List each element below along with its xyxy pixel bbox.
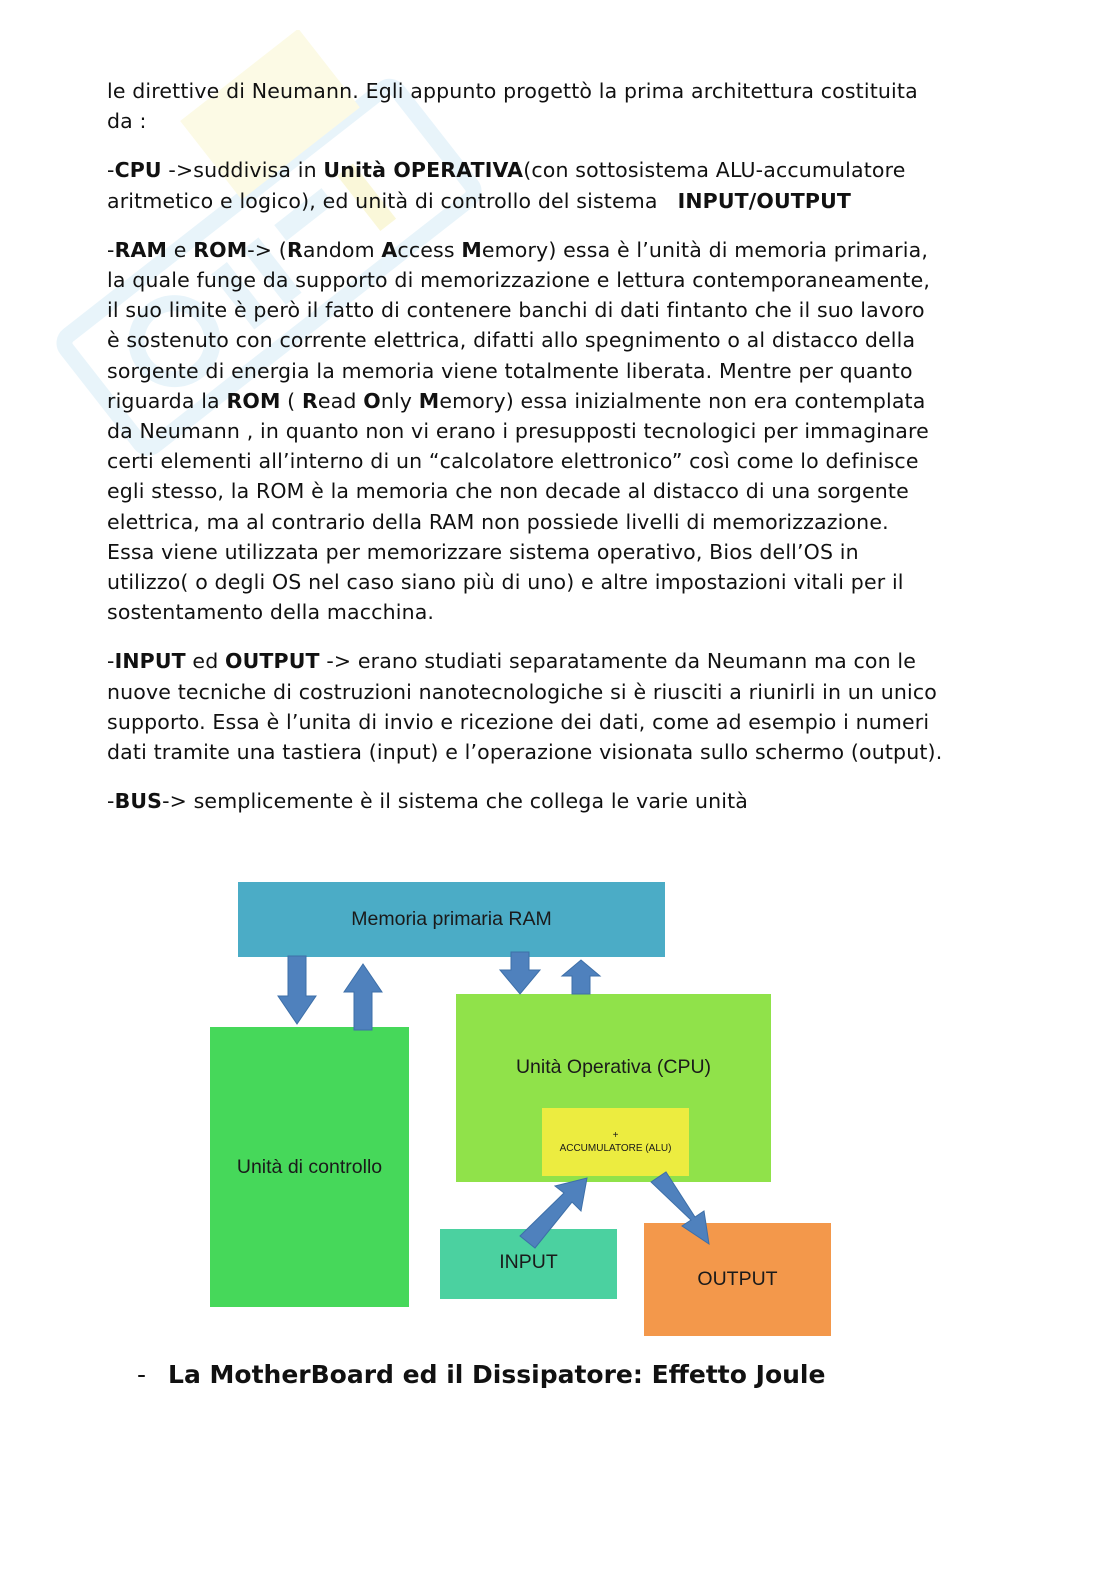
- text-line: nuove tecniche di costruzioni nanotecnologiche si è riusciti a riunirli in un unico: [107, 679, 937, 704]
- text-line: egli stesso, la ROM è la memoria che non decade al distacco di una sorgente: [107, 479, 909, 504]
- input-box: INPUT: [440, 1229, 617, 1299]
- term-cpu: CPU: [114, 158, 162, 183]
- arrow-diagonal-down-icon: [651, 1172, 709, 1244]
- text-line: dati tramite una tastiera (input) e l’operazione visionata sullo schermo (output).: [107, 740, 943, 765]
- term-bus: BUS: [114, 789, 163, 814]
- term-output: OUTPUT: [225, 649, 320, 674]
- term-ram: RAM: [114, 237, 168, 262]
- text-line: la quale funge da supporto di memorizzazione e lettura contemporaneamente,: [107, 268, 931, 293]
- text-line: riguarda la ROM ( Read Only Memory) essa inizialmente non era contemplata: [107, 388, 926, 413]
- text-line: -CPU ->suddivisa in Unità OPERATIVA(con sottosistema ALU-accumulatore: [107, 158, 906, 183]
- text-line: Essa viene utilizzata per memorizzare sistema operativo, Bios dell’OS in: [107, 539, 859, 564]
- text-line: le direttive di Neumann. Egli appunto progettò la prima architettura costituita: [107, 79, 918, 103]
- term-input-output: INPUT/OUTPUT: [677, 188, 852, 213]
- text-line: -INPUT ed OUTPUT -> erano studiati separatamente da Neumann ma con le: [107, 649, 917, 674]
- text-line: aritmetico e logico), ed unità di controllo del sistema INPUT/OUTPUT: [107, 188, 852, 213]
- term-input: INPUT: [114, 649, 186, 674]
- text-line: sostentamento della macchina.: [107, 600, 435, 625]
- text-line: -RAM e ROM-> (Random Access Memory) essa è l’unità di memoria primaria,: [107, 237, 928, 262]
- term-unita-operativa: Unità OPERATIVA: [323, 158, 524, 183]
- arrow-down-icon: [278, 956, 316, 1024]
- section-heading: [137, 1360, 825, 1389]
- text-line: elettrica, ma al contrario della RAM non possiede livelli di memorizzazione.: [107, 509, 889, 534]
- text-line: certi elementi all’interno di un “calcolatore elettronico” così come lo definisce: [107, 449, 919, 474]
- paragraph-input-output: [107, 646, 1007, 767]
- paragraph-bus: [107, 786, 1007, 816]
- paragraph-cpu: [107, 155, 1007, 215]
- text-line: -BUS-> semplicemente è il sistema che collega le varie unità: [107, 789, 748, 814]
- paragraph-ram-rom: [107, 235, 1007, 628]
- arrow-diagonal-up-icon: [520, 1178, 587, 1248]
- arrow-up-icon: [344, 964, 382, 1030]
- document-body: [107, 76, 1007, 835]
- control-unit-box: Unità di controllo: [210, 1027, 409, 1307]
- text-line: utilizzo( o degli OS nel caso siano più di uno) e altre impostazioni vitali per il: [107, 570, 904, 595]
- output-box: OUTPUT: [644, 1223, 831, 1336]
- text-line: supporto. Essa è l’unita di invio e ricezione dei dati, come ad esempio i numeri: [107, 709, 930, 734]
- architecture-diagram: [205, 880, 845, 1340]
- cpu-box: Unità Operativa (CPU): [456, 994, 771, 1182]
- text-line: da Neumann , in quanto non vi erano i presupposti tecnologici per immaginare: [107, 419, 929, 444]
- text-line: è sostenuto con corrente elettrica, difatti allo spegnimento o al distacco della: [107, 328, 916, 353]
- text-line: da :: [107, 109, 147, 134]
- ram-box: Memoria primaria RAM: [238, 882, 665, 957]
- paragraph-intro: [107, 76, 1007, 136]
- heading-text: La MotherBoard ed il Dissipatore: Effetto Joule: [168, 1360, 826, 1389]
- arrow-down-icon: [500, 952, 540, 994]
- diagram-arrows: [205, 880, 845, 1340]
- alu-label: ACCUMULATORE (ALU): [559, 1143, 672, 1154]
- text-line: il suo limite è però il fatto di contenere banchi di dati fintanto che il suo lavoro: [107, 298, 925, 323]
- text-line: sorgente di energia la memoria viene totalmente liberata. Mentre per quanto: [107, 358, 913, 383]
- term-rom: ROM: [193, 237, 248, 262]
- heading-bullet: -: [137, 1360, 147, 1389]
- arrow-up-icon: [562, 960, 600, 994]
- alu-plus-label: +: [612, 1130, 619, 1141]
